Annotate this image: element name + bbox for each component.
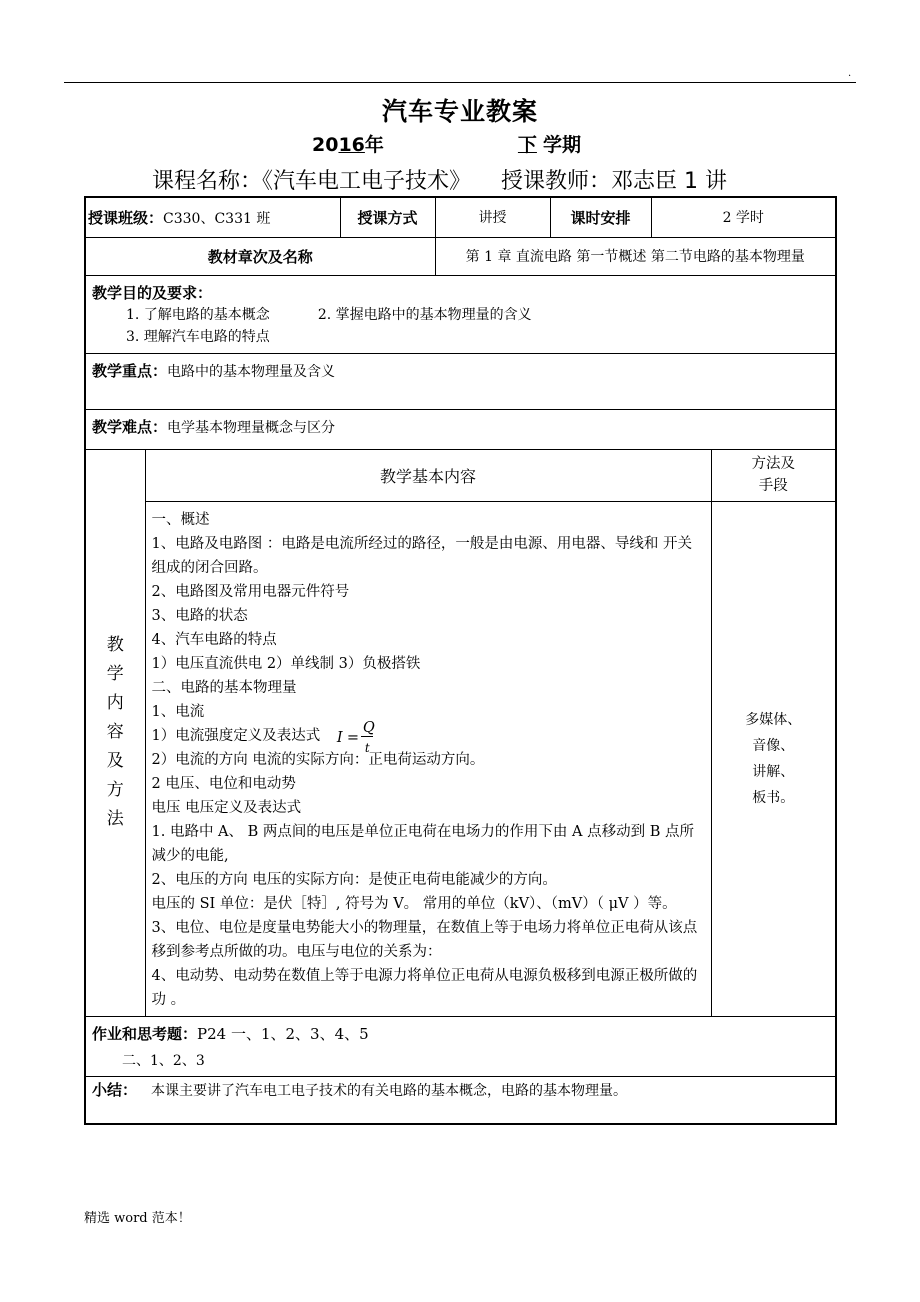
content-row [85, 501, 836, 1016]
method-item: 音像、 [752, 737, 795, 754]
content-line: 一、概述 [151, 511, 210, 528]
method-list [711, 501, 836, 1016]
footer-note: 精选 word 范本！ [84, 1211, 191, 1226]
side-char: 及 [106, 751, 124, 771]
difficulty-value: 电学基本物理量概念与区分 [167, 419, 336, 436]
content-line: 1、电流 [151, 703, 205, 720]
content-line: 3、电位、电位是度量电势能大小的物理量，在数值上等于电场力将单位正电荷从该点 [151, 919, 698, 936]
side-char: 教 [106, 635, 124, 655]
term-line [312, 130, 581, 157]
document-title: 汽车专业教案 [381, 97, 538, 126]
key-point-row [85, 353, 836, 409]
year-number: 16 [338, 134, 365, 156]
content-line: 电压 电压定义及表达式 [151, 799, 302, 816]
class-label: 授课班级： [88, 208, 164, 227]
year-prefix: 20 [312, 134, 339, 156]
side-char: 学 [106, 664, 124, 684]
year-suffix: 年 [364, 134, 384, 156]
method-label: 授课方式 [340, 197, 435, 237]
summary-row [85, 1076, 836, 1124]
goal-label: 教学目的及要求： [92, 283, 213, 302]
course-line [152, 164, 727, 195]
goal-row [85, 275, 836, 353]
content-line: 4、电动势、电动势在数值上等于电源力将单位正电荷从电源负极移到电源正极所做的 [151, 967, 698, 984]
content-line: 移到参考点所做的功。电压与电位的关系为： [151, 943, 442, 960]
side-char: 内 [106, 693, 124, 713]
content-line: 二、电路的基本物理量 [151, 679, 297, 696]
side-label [85, 449, 145, 1016]
info-row [85, 197, 836, 237]
content-line: 功 。 [151, 991, 186, 1008]
content-line: 组成的闭合回路。 [151, 559, 268, 576]
chapter-label: 教材章次及名称 [85, 237, 435, 275]
semester-value: 下 [517, 134, 537, 156]
content-line: 2）电流的方向 电流的实际方向：正电荷运动方向。 [151, 751, 485, 768]
goal-item-1: 1. 了解电路的基本概念 [126, 306, 270, 323]
page-marker: . [848, 68, 852, 79]
semester-suffix: 学期 [542, 134, 581, 156]
current-formula [325, 719, 375, 755]
content-line: 1、电路及电路图 ：电路是电流所经过的路径，一般是由电源、用电器、导线和 开关 [151, 535, 692, 552]
side-char: 容 [106, 722, 124, 742]
method-header-line-2: 手段 [758, 478, 788, 494]
chapter-value: 第 1 章 直流电路 第一节概述 第二节电路的基本物理量 [435, 237, 836, 275]
method-item: 板书。 [752, 789, 795, 806]
content-line: 1. 电路中 A、 B 两点间的电压是单位正电荷在电场力的作用下由 A 点移动到 B 点所 [151, 823, 694, 840]
homework-label: 作业和思考题： [92, 1024, 198, 1043]
content-line: 电压的 SI 单位：是伏［特］, 符号为 V。 常用的单位（kV）、（mV）（ μV ）等。 [151, 895, 677, 912]
content-line: 减少的电能, [151, 847, 229, 864]
goal-item-3: 3. 理解汽车电路的特点 [126, 328, 270, 345]
formula-Q: Q [362, 719, 375, 736]
key-point-label: 教学重点： [92, 361, 168, 380]
hours-label: 课时安排 [550, 197, 651, 237]
homework-value: P24 一、1、2、3、4、5 [197, 1024, 369, 1043]
content-header: 教学基本内容 [145, 449, 711, 501]
content-line: 2、电路图及常用电器元件符号 [151, 583, 350, 600]
lesson-plan-table [84, 196, 837, 1125]
difficulty-row [85, 409, 836, 449]
content-header-row [85, 449, 836, 501]
header-rule [64, 82, 856, 83]
content-line: 2 电压、电位和电动势 [151, 775, 296, 792]
homework-row [85, 1016, 836, 1076]
method-item: 讲解、 [752, 763, 795, 780]
goal-item-2: 2. 掌握电路中的基本物理量的含义 [317, 306, 532, 323]
chapter-row [85, 237, 836, 275]
formula-text: 1）电流强度定义及表达式 [151, 727, 321, 744]
content-line: 3、电路的状态 [151, 607, 248, 624]
summary-value: 本课主要讲了汽车电工电子技术的有关电路的基本概念，电路的基本物理量。 [151, 1082, 628, 1099]
teacher-name: 授课教师：邓志臣 1 讲 [501, 169, 727, 194]
method-item: 多媒体、 [745, 711, 802, 728]
summary-label: 小结： [92, 1080, 138, 1099]
method-value: 讲授 [435, 197, 550, 237]
formula-eq: = [346, 729, 359, 746]
content-line: 4、汽车电路的特点 [151, 631, 277, 648]
formula-t: t [364, 740, 370, 755]
course-name: 课程名称：《汽车电工电子技术》 [152, 169, 472, 194]
difficulty-label: 教学难点： [92, 417, 168, 436]
content-line: 2、电压的方向 电压的实际方向：是使正电荷电能减少的方向。 [151, 871, 557, 888]
formula-line [151, 719, 707, 755]
hours-value: 2 学时 [651, 197, 836, 237]
formula-I: I [336, 729, 343, 746]
content-line: 1）电压直流供电 2）单线制 3）负极搭铁 [151, 655, 421, 672]
class-value: C330、C331 班 [163, 210, 271, 227]
side-char: 方 [106, 780, 124, 800]
side-char: 法 [106, 809, 124, 829]
key-point-value: 电路中的基本物理量及含义 [167, 363, 336, 380]
homework-line-2: 二、1、2、3 [122, 1052, 205, 1069]
teaching-content [145, 501, 711, 1016]
method-header-line-1: 方法及 [751, 456, 795, 472]
